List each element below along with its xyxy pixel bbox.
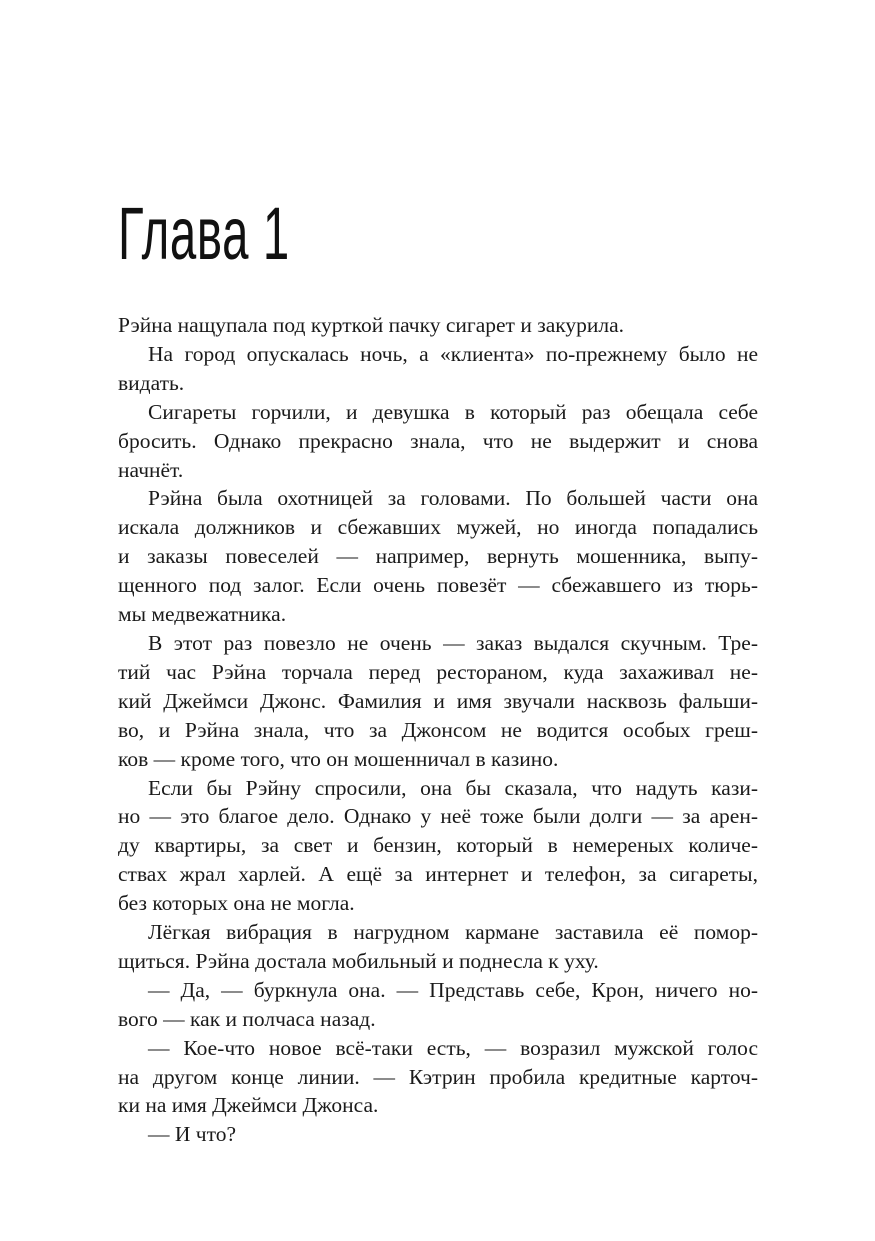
chapter-title: Глава 1 xyxy=(118,192,290,275)
text-line: В этот раз повезло не очень — заказ выдался скучным. Тре- xyxy=(148,630,758,655)
text-line: бросить. Однако прекрасно знала, что не выдержит и снова xyxy=(118,428,758,453)
paragraph xyxy=(118,398,758,485)
text-line: На город опускалась ночь, а «клиента» по-прежнему было не xyxy=(148,341,758,366)
text-line: тий час Рэйна торчала перед рестораном, куда захаживал не- xyxy=(118,659,758,684)
text-line: искала должников и сбежавших мужей, но иногда попадались xyxy=(118,515,758,540)
paragraph xyxy=(118,1034,758,1121)
text-line: мы медвежатника. xyxy=(118,602,287,627)
text-line: Сигареты горчили, и девушка в который раз обещала себе xyxy=(148,399,758,424)
text-line: Рэйна нащупала под курткой пачку сигарет и закурила. xyxy=(118,313,625,337)
text-line: без которых она не могла. xyxy=(118,891,355,916)
text-line: — И что? xyxy=(148,1122,236,1147)
text-line: видать. xyxy=(118,370,185,395)
text-line: начнёт. xyxy=(118,457,184,482)
text-line: кий Джеймси Джонс. Фамилия и имя звучали насквозь фальши- xyxy=(118,688,758,713)
text-line: ки на имя Джеймси Джонса. xyxy=(118,1093,379,1118)
text-line: ствах жрал харлей. А ещё за интернет и телефон, за сигареты, xyxy=(118,862,758,887)
text-line: вого — как и полчаса назад. xyxy=(118,1006,376,1031)
text-line: Если бы Рэйну спросили, она бы сказала, что надуть кази- xyxy=(148,775,758,800)
paragraph xyxy=(118,918,758,976)
text-line: во, и Рэйна знала, что за Джонсом не водится особых греш- xyxy=(118,717,758,742)
text-line: и заказы повеселей — например, вернуть мошенника, выпу- xyxy=(118,544,758,569)
text-line: щиться. Рэйна достала мобильный и поднесла к уху. xyxy=(118,948,599,973)
paragraph xyxy=(118,484,758,629)
text-line: но — это благое дело. Однако у неё тоже были долги — за арен- xyxy=(118,804,758,829)
paragraph xyxy=(118,1120,758,1149)
text-line: ков — кроме того, что он мошенничал в казино. xyxy=(118,746,559,771)
text-line: — Кое-что новое всё-таки есть, — возразил мужской голос xyxy=(148,1035,758,1060)
text-line: на другом конце линии. — Кэтрин пробила кредитные карточ- xyxy=(118,1064,758,1089)
paragraph xyxy=(118,976,758,1034)
text-line: — Да, — буркнула она. — Представь себе, Крон, ничего но- xyxy=(148,977,758,1002)
paragraph xyxy=(118,629,758,774)
paragraph xyxy=(118,311,758,340)
text-line: щенного под залог. Если очень повезёт — сбежавшего из тюрь- xyxy=(118,573,758,598)
text-line: ду квартиры, за свет и бензин, который в немереных количе- xyxy=(118,833,758,858)
paragraph xyxy=(118,340,758,398)
chapter-body xyxy=(118,311,758,1149)
text-line: Лёгкая вибрация в нагрудном кармане заставила её помор- xyxy=(148,920,758,945)
text-line: Рэйна была охотницей за головами. По большей части она xyxy=(148,486,758,511)
paragraph xyxy=(118,774,758,919)
